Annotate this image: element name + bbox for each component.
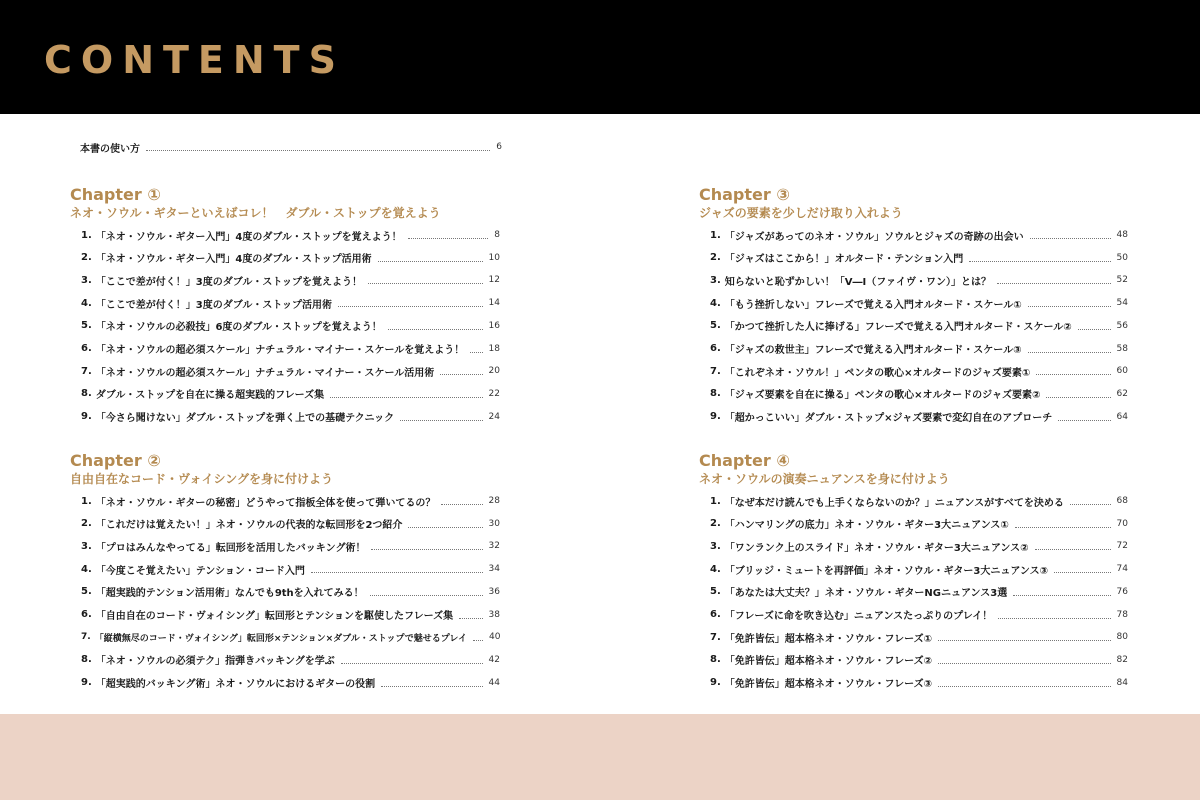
- entry-title: 「ブリッジ・ミュートを再評価」ネオ・ソウル・ギター3大ニュアンス③: [724, 565, 1049, 577]
- entry-title: 「ジャズがあってのネオ・ソウル」ソウルとジャズの奇跡の出会い: [724, 231, 1024, 243]
- chapter-subtitle: 自由自在なコード・ヴォイシングを身に付けよう: [70, 472, 333, 486]
- entry-title: 「これだけは覚えたい！」ネオ・ソウルの代表的な転回形を2つ紹介: [95, 520, 403, 532]
- page-title: CONTENTS: [44, 38, 345, 82]
- dot-leader: [1078, 328, 1111, 330]
- page-number: 14: [488, 298, 500, 309]
- entry-number: 9.: [710, 677, 721, 689]
- page-number: 10: [488, 252, 500, 263]
- toc-entry[interactable]: [81, 627, 500, 647]
- entry-number: 1.: [81, 495, 92, 507]
- entry-number: 9.: [81, 677, 92, 689]
- entry-title: 「かつて挫折した人に捧げる」フレーズで覚える入門オルタード・スケール②: [724, 322, 1072, 334]
- toc-entry[interactable]: [81, 316, 500, 336]
- toc-entry[interactable]: [710, 339, 1128, 359]
- toc-entry[interactable]: [710, 491, 1128, 511]
- page-number: 34: [488, 564, 500, 575]
- intro-entry[interactable]: [80, 137, 502, 157]
- entry-title: 「免許皆伝」超本格ネオ・ソウル・フレーズ①: [724, 633, 933, 645]
- entry-number: 2.: [81, 518, 92, 530]
- toc-entry[interactable]: [710, 650, 1128, 670]
- entry-number: 7.: [710, 365, 721, 377]
- chapter-label: Chapter ①: [70, 185, 161, 204]
- entry-number: 4.: [710, 563, 721, 575]
- page-number: 30: [488, 518, 500, 529]
- dot-leader: [1054, 571, 1110, 573]
- page-number: 50: [1116, 252, 1128, 263]
- toc-entry[interactable]: [81, 605, 500, 625]
- toc-entry[interactable]: [81, 339, 500, 359]
- entry-title: 「ネオ・ソウルの超必須スケール」ナチュラル・マイナー・スケールを覚えよう！: [95, 345, 465, 356]
- page-number: 28: [488, 496, 500, 506]
- toc-entry[interactable]: [81, 582, 500, 602]
- toc-entry[interactable]: [710, 361, 1128, 381]
- toc-entry[interactable]: [81, 559, 500, 579]
- entry-title: ダブル・ストップを自在に操る超実践的フレーズ集: [95, 390, 325, 402]
- toc-entry[interactable]: [81, 293, 500, 313]
- dot-leader: [338, 305, 483, 307]
- entry-number: 3.: [81, 540, 92, 552]
- toc-entry[interactable]: [710, 384, 1128, 404]
- entry-number: 6.: [710, 343, 721, 354]
- entry-number: 3.: [710, 274, 721, 286]
- toc-entry[interactable]: [710, 316, 1128, 336]
- entry-title: 「もう挫折しない」フレーズで覚える入門オルタード・スケール①: [724, 299, 1022, 311]
- page-number: 32: [488, 541, 500, 552]
- page-number: 52: [1116, 275, 1128, 286]
- entry-title: 「ネオ・ソウルの必須テク」指弾きバッキングを学ぶ: [95, 656, 335, 668]
- page-number: 56: [1116, 320, 1128, 331]
- entry-number: 9.: [710, 411, 721, 423]
- page-number: 80: [1116, 632, 1128, 643]
- dot-leader: [440, 373, 482, 375]
- entry-title: 「ネオ・ソウル・ギター入門」4度のダブル・ストップを覚えよう！: [95, 231, 402, 243]
- toc-entry[interactable]: [710, 627, 1128, 647]
- page-number: 22: [488, 388, 500, 399]
- page-number: 78: [1116, 609, 1128, 620]
- chapter-subtitle: ジャズの要素を少しだけ取り入れよう: [699, 206, 903, 220]
- entry-number: 7.: [710, 631, 721, 643]
- dot-leader: [368, 282, 483, 284]
- entry-title: 「ジャズはここから！」オルタード・テンション入門: [724, 254, 964, 266]
- dot-leader: [378, 260, 483, 262]
- toc-entry[interactable]: [710, 514, 1128, 534]
- entry-number: 8.: [710, 654, 721, 666]
- page-number: 42: [488, 654, 500, 665]
- entry-number: 7.: [81, 632, 91, 643]
- dot-leader: [998, 617, 1110, 619]
- page-number: 36: [488, 586, 500, 597]
- entry-number: 6.: [81, 343, 92, 354]
- page-number: 24: [488, 411, 500, 422]
- entry-number: 3.: [710, 540, 721, 552]
- dot-leader: [938, 639, 1111, 641]
- entry-title: 「ネオ・ソウル・ギター入門」4度のダブル・ストップ活用術: [95, 254, 372, 266]
- page-number: 40: [488, 632, 500, 643]
- toc-entry[interactable]: [710, 293, 1128, 313]
- dot-leader: [997, 282, 1111, 284]
- header-band: [0, 0, 1200, 114]
- toc-entry[interactable]: [710, 248, 1128, 268]
- entry-number: 6.: [81, 609, 92, 620]
- dot-leader: [1070, 503, 1111, 505]
- page-number: 48: [1116, 230, 1128, 240]
- entry-number: 1.: [710, 229, 721, 241]
- entry-title: 「ワンランク上のスライド」ネオ・ソウル・ギター3大ニュアンス②: [724, 542, 1029, 554]
- entry-title: 「縦横無尽のコード・ヴォイシング」転回形×テンション×ダブル・ストップで魅せるプレイ: [94, 633, 467, 644]
- page-number: 12: [488, 275, 500, 286]
- toc-entry[interactable]: [710, 225, 1128, 245]
- chapter-subtitle: ネオ・ソウルの演奏ニュアンスを身に付けよう: [699, 472, 950, 486]
- page-number: 70: [1116, 518, 1128, 529]
- page-number: 8: [494, 230, 500, 240]
- page-number: 72: [1116, 541, 1128, 552]
- page-number: 54: [1116, 298, 1128, 309]
- dot-leader: [473, 639, 483, 641]
- dot-leader: [1030, 237, 1111, 239]
- chapter-label: Chapter ④: [699, 451, 790, 470]
- dot-leader: [938, 662, 1111, 664]
- toc-entry[interactable]: [81, 536, 500, 556]
- toc-entry[interactable]: [710, 582, 1128, 602]
- entry-title: 「なぜ本だけ読んでも上手くならないのか？」ニュアンスがすべてを決める: [724, 497, 1064, 509]
- entry-title: 「超実践的バッキング術」ネオ・ソウルにおけるギターの役割: [95, 679, 376, 691]
- entry-title: 「ネオ・ソウルの必殺技」6度のダブル・ストップを覚えよう！: [95, 322, 382, 334]
- dot-leader: [400, 419, 482, 421]
- entry-number: 4.: [710, 297, 721, 309]
- entry-number: 5.: [81, 586, 92, 598]
- dot-leader: [969, 260, 1110, 262]
- page-number: 74: [1116, 564, 1128, 575]
- chapter-label: Chapter ③: [699, 185, 790, 204]
- entry-number: 5.: [710, 320, 721, 332]
- page-number: 18: [488, 343, 500, 354]
- entry-number: 1.: [81, 229, 92, 241]
- page-number: 38: [488, 609, 500, 620]
- entry-title: 「ジャズ要素を自在に操る」ペンタの歌心×オルタードのジャズ要素②: [724, 390, 1041, 402]
- entry-number: 3.: [81, 274, 92, 286]
- chapter-label: Chapter ②: [70, 451, 161, 470]
- intro-title: 本書の使い方: [80, 143, 140, 155]
- entry-number: 4.: [81, 563, 92, 575]
- entry-number: 1.: [710, 495, 721, 507]
- page-number: 64: [1116, 411, 1128, 422]
- toc-entry[interactable]: [81, 491, 500, 511]
- dot-leader: [341, 662, 483, 664]
- entry-title: 「ネオ・ソウル・ギターの秘密」どうやって指板全体を使って弾いてるの？: [95, 497, 436, 509]
- toc-entry[interactable]: [710, 270, 1128, 290]
- toc-entry[interactable]: [710, 673, 1128, 693]
- page-number: 60: [1116, 366, 1128, 377]
- entry-title: 「ここで差が付く！」3度のダブル・ストップを覚えよう！: [95, 276, 363, 288]
- dot-leader: [311, 571, 483, 573]
- toc-entry[interactable]: [81, 650, 500, 670]
- toc-entry[interactable]: [81, 384, 500, 404]
- page-number: 58: [1116, 343, 1128, 354]
- toc-entry[interactable]: [710, 559, 1128, 579]
- entry-number: 5.: [710, 586, 721, 598]
- entry-title: 「ここで差が付く！」3度のダブル・ストップ活用術: [95, 299, 333, 311]
- dot-leader: [1015, 526, 1111, 528]
- entry-title: 「超かっこいい」ダブル・ストップ×ジャズ要素で変幻自在のアプローチ: [724, 413, 1053, 425]
- entry-title: 知らないと恥ずかしい！「V―I（ファイヴ・ワン）」とは？: [724, 276, 992, 288]
- page-number: 44: [488, 677, 500, 688]
- toc-entry[interactable]: [81, 361, 500, 381]
- entry-title: 「ハンマリングの底力」ネオ・ソウル・ギター3大ニュアンス①: [724, 520, 1009, 532]
- entry-number: 7.: [81, 365, 92, 377]
- entry-number: 2.: [710, 252, 721, 264]
- page-number: 16: [488, 320, 500, 331]
- entry-title: 「免許皆伝」超本格ネオ・ソウル・フレーズ③: [724, 679, 933, 691]
- entry-number: 4.: [81, 297, 92, 309]
- dot-leader: [371, 548, 482, 550]
- dot-leader: [441, 503, 482, 505]
- toc-entry[interactable]: [710, 605, 1128, 625]
- entry-number: 2.: [81, 252, 92, 264]
- entry-title: 「これぞネオ・ソウル！」ペンタの歌心×オルタードのジャズ要素①: [724, 367, 1031, 379]
- dot-leader: [381, 685, 482, 687]
- toc-entry[interactable]: [81, 270, 500, 290]
- toc-entry[interactable]: [81, 514, 500, 534]
- entry-title: 「あなたは大丈夫？」ネオ・ソウル・ギターNGニュアンス3選: [724, 588, 1008, 600]
- dot-leader: [459, 617, 482, 619]
- dot-leader: [938, 685, 1111, 687]
- entry-title: 「フレーズに命を吹き込む」ニュアンスたっぷりのプレイ！: [724, 611, 993, 622]
- entry-number: 8.: [81, 388, 92, 400]
- entry-title: 「自由自在のコード・ヴォイシング」転回形とテンションを駆使したフレーズ集: [95, 611, 454, 622]
- dot-leader: [370, 594, 483, 596]
- toc-entry[interactable]: [81, 407, 500, 427]
- page-number: 84: [1116, 677, 1128, 688]
- page-number: 68: [1116, 496, 1128, 506]
- entry-title: 「免許皆伝」超本格ネオ・ソウル・フレーズ②: [724, 656, 933, 668]
- entry-title: 「超実践的テンション活用術」なんでも9thを入れてみる！: [95, 588, 364, 600]
- entry-title: 「ネオ・ソウルの超必須スケール」ナチュラル・マイナー・スケール活用術: [95, 367, 435, 379]
- toc-entry[interactable]: [710, 407, 1128, 427]
- page-number: 6: [496, 142, 502, 152]
- toc-entry[interactable]: [81, 225, 500, 245]
- entry-title: 「今さら聞けない」ダブル・ストップを弾く上での基礎テクニック: [95, 413, 395, 425]
- entry-number: 8.: [81, 654, 92, 666]
- dot-leader: [146, 149, 490, 151]
- dot-leader: [1013, 594, 1110, 596]
- entry-number: 6.: [710, 609, 721, 620]
- page-number: 62: [1116, 388, 1128, 399]
- entry-title: 「ジャズの救世主」フレーズで覚える入門オルタード・スケール③: [724, 345, 1022, 356]
- dot-leader: [1028, 305, 1111, 307]
- dot-leader: [1058, 419, 1110, 421]
- dot-leader: [1035, 548, 1111, 550]
- dot-leader: [1028, 351, 1111, 353]
- entry-title: 「今度こそ覚えたい」テンション・コード入門: [95, 565, 305, 577]
- page-number: 76: [1116, 586, 1128, 597]
- entry-number: 5.: [81, 320, 92, 332]
- entry-title: 「プロはみんなやってる」転回形を活用したバッキング術！: [95, 542, 366, 554]
- dot-leader: [388, 328, 483, 330]
- toc-entry[interactable]: [81, 673, 500, 693]
- dot-leader: [330, 396, 482, 398]
- dot-leader: [470, 351, 482, 353]
- dot-leader: [1036, 373, 1110, 375]
- entry-number: 8.: [710, 388, 721, 400]
- page-number: 82: [1116, 654, 1128, 665]
- footer-band: [0, 714, 1200, 800]
- page-number: 20: [488, 366, 500, 377]
- toc-entry[interactable]: [710, 536, 1128, 556]
- dot-leader: [408, 237, 489, 239]
- dot-leader: [408, 526, 482, 528]
- entry-number: 9.: [81, 411, 92, 423]
- toc-entry[interactable]: [81, 248, 500, 268]
- dot-leader: [1046, 396, 1110, 398]
- chapter-subtitle: ネオ・ソウル・ギターといえばコレ！ ダブル・ストップを覚えよう: [70, 206, 441, 220]
- entry-number: 2.: [710, 518, 721, 530]
